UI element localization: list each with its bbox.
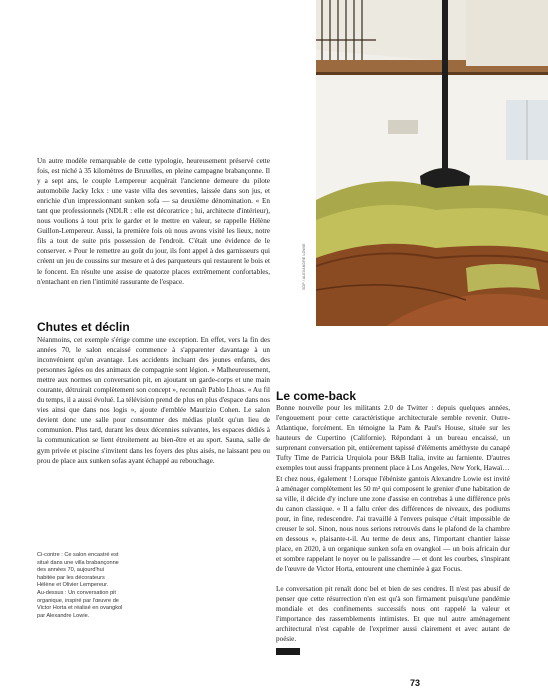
intro-paragraph: Un autre modèle remarquable de cette typologie, heureusement préservé cette fois, est niché à 35 kilomètres de Bruxelles, en pleine campagne brabançonne. Il y a sept ans, le couple Lempereur acquérait l'ancienne demeure du pilote automobile Jacky Ickx : une vaste villa des seventies, laissée dans son jus, et enrichie d'un impressionnant sunken sofa — sa deuxième dénomination. « En tant que professionnels (NDLR : elle est décoratrice ; lui, architecte d'intérieur), nous voulions à tout prix le garder et le mettre en valeur, se rappelle Hélène Guillon-Lempereur. Aussi, la première fois où nous avons visité les lieux, notre fils a tout de suite pris possession de l'endroit. C'était une évidence de le conserver. » Pour le remettre au goût du jour, ils font appel à des garnisseurs qui créent un jeu de coussins sur mesure et à des parqueteurs qui restaurent le bois et le foncent. En résulte une assise de quatorze places extrêmement confortables, n'entachant en rien l'intimité rassurante de l'espace. <box>37 157 270 286</box>
caption-opposite: Ci-contre : Ce salon encastré est situé dans une villa brabançonne des années 70, aujourd'hui habitée par les décorateurs Hélène et Olivier Lempereur. <box>37 552 119 589</box>
comeback-paragraph-2: Et chez nous, également ! Lorsque l'ébéniste gantois Alexandre Lowie est invité à aménager complètement les 50 m² qui composent le grenier d'une habitation de sa ville, il décide d'y inclure une zone d'assise en contrebas à une différence près du canon classique. « Il a fallu créer des différences de niveaux, des podiums pour, in fine, redescendre. J'ai travaillé à l'envers puisque c'était impossible de creuser le sol. Sinon, nous nous serions retrouvés dans le plafond de la chambre en dessous », plaisante-t-il. Au terme de deux ans, l'important chantier laisse place, en 2020, à un organique sunken sofa en ovangkol — un bois africain dur et sombre rappelant le noyer ou le palissandre — et dont les courbes, s'inspirant de l'œuvre de Victor Horta, entourent une cheminée à gaz Focus. <box>276 475 510 574</box>
section-heading-decline: Chutes et déclin <box>37 320 130 334</box>
photo-caption <box>37 552 123 620</box>
end-of-article-bar <box>276 648 300 655</box>
comeback-paragraph-1: Bonne nouvelle pour les militants 2.0 de Twitter : depuis quelques années, l'engouement pour cette caractéristique architecturale semble revenir. Outre-Atlantique, forcément. En témoigne la Pam & Paul's House, située sur les hauteurs de Cupertino (Californie). Répondant à un bureau encaissé, un surprenant conversation pit, entièrement tapissé d'éléments améthyste du canapé Tufty Time de Patricia Urquiola pour B&B Italia, invite au farniente. D'autres exemples tout aussi frappants prennent place à Los Angeles, New York, Hawaï… <box>276 404 510 473</box>
comeback-paragraph-3: Le conversation pit renaît donc bel et bien de ses cendres. Il n'est pas abusif de penser que cette résurrection n'en est qu'à son firmament puisqu'une pandémie mondiale et des confinements successifs nous ont rappelé la valeur et l'importance des rassemblements intimistes. Et que nul autre aménagement architectural n'est capable de l'exprimer aussi clairement et avec autant de poésie. <box>276 585 510 644</box>
photo-credit: SDP / ALEXANDRE LOWIE <box>302 243 306 290</box>
section-heading-comeback: Le come-back <box>276 389 357 403</box>
decline-paragraph: Néanmoins, cet exemple s'érige comme une exception. En effet, vers la fin des années 70, le salon encaissé commence à s'apparenter davantage à un inconvénient qu'un avantage. Les accidents incluant des jeunes enfants, des personnes âgées ou des animaux de compagnie sont légion. « Malheureusement, mettre aux normes un conversation pit, en ajoutant un garde-corps et une main courante, détruirait complètement son concept », reconnaît Pablo Lhoas. « Au fil du temps, il a aussi évolué. La télévision prend de plus en plus d'espace dans nos vies ainsi que dans nos logis », ajoute d'emblée Maurizio Cohen. Le salon devient donc une salle pour consommer des médias plutôt qu'un lieu de communion. Plus tard, durant les deux décennies suivantes, les espaces dédiés à la communication se lient étroitement au bien-être et au sport. Sauna, salle de gym privée et piscine s'invitent dans les foyers des plus aisés, ne laissant peu ou prou de place aux sunken sofas ayant échappé au rebouchage. <box>37 336 270 465</box>
caption-above: Au-dessus : Un conversation pit organique, inspiré par l'œuvre de Victor Horta et réalisé en ovangkol par Alexandre Lowie. <box>37 589 123 619</box>
page-number: 73 <box>410 678 421 688</box>
interior-photo <box>316 0 548 326</box>
